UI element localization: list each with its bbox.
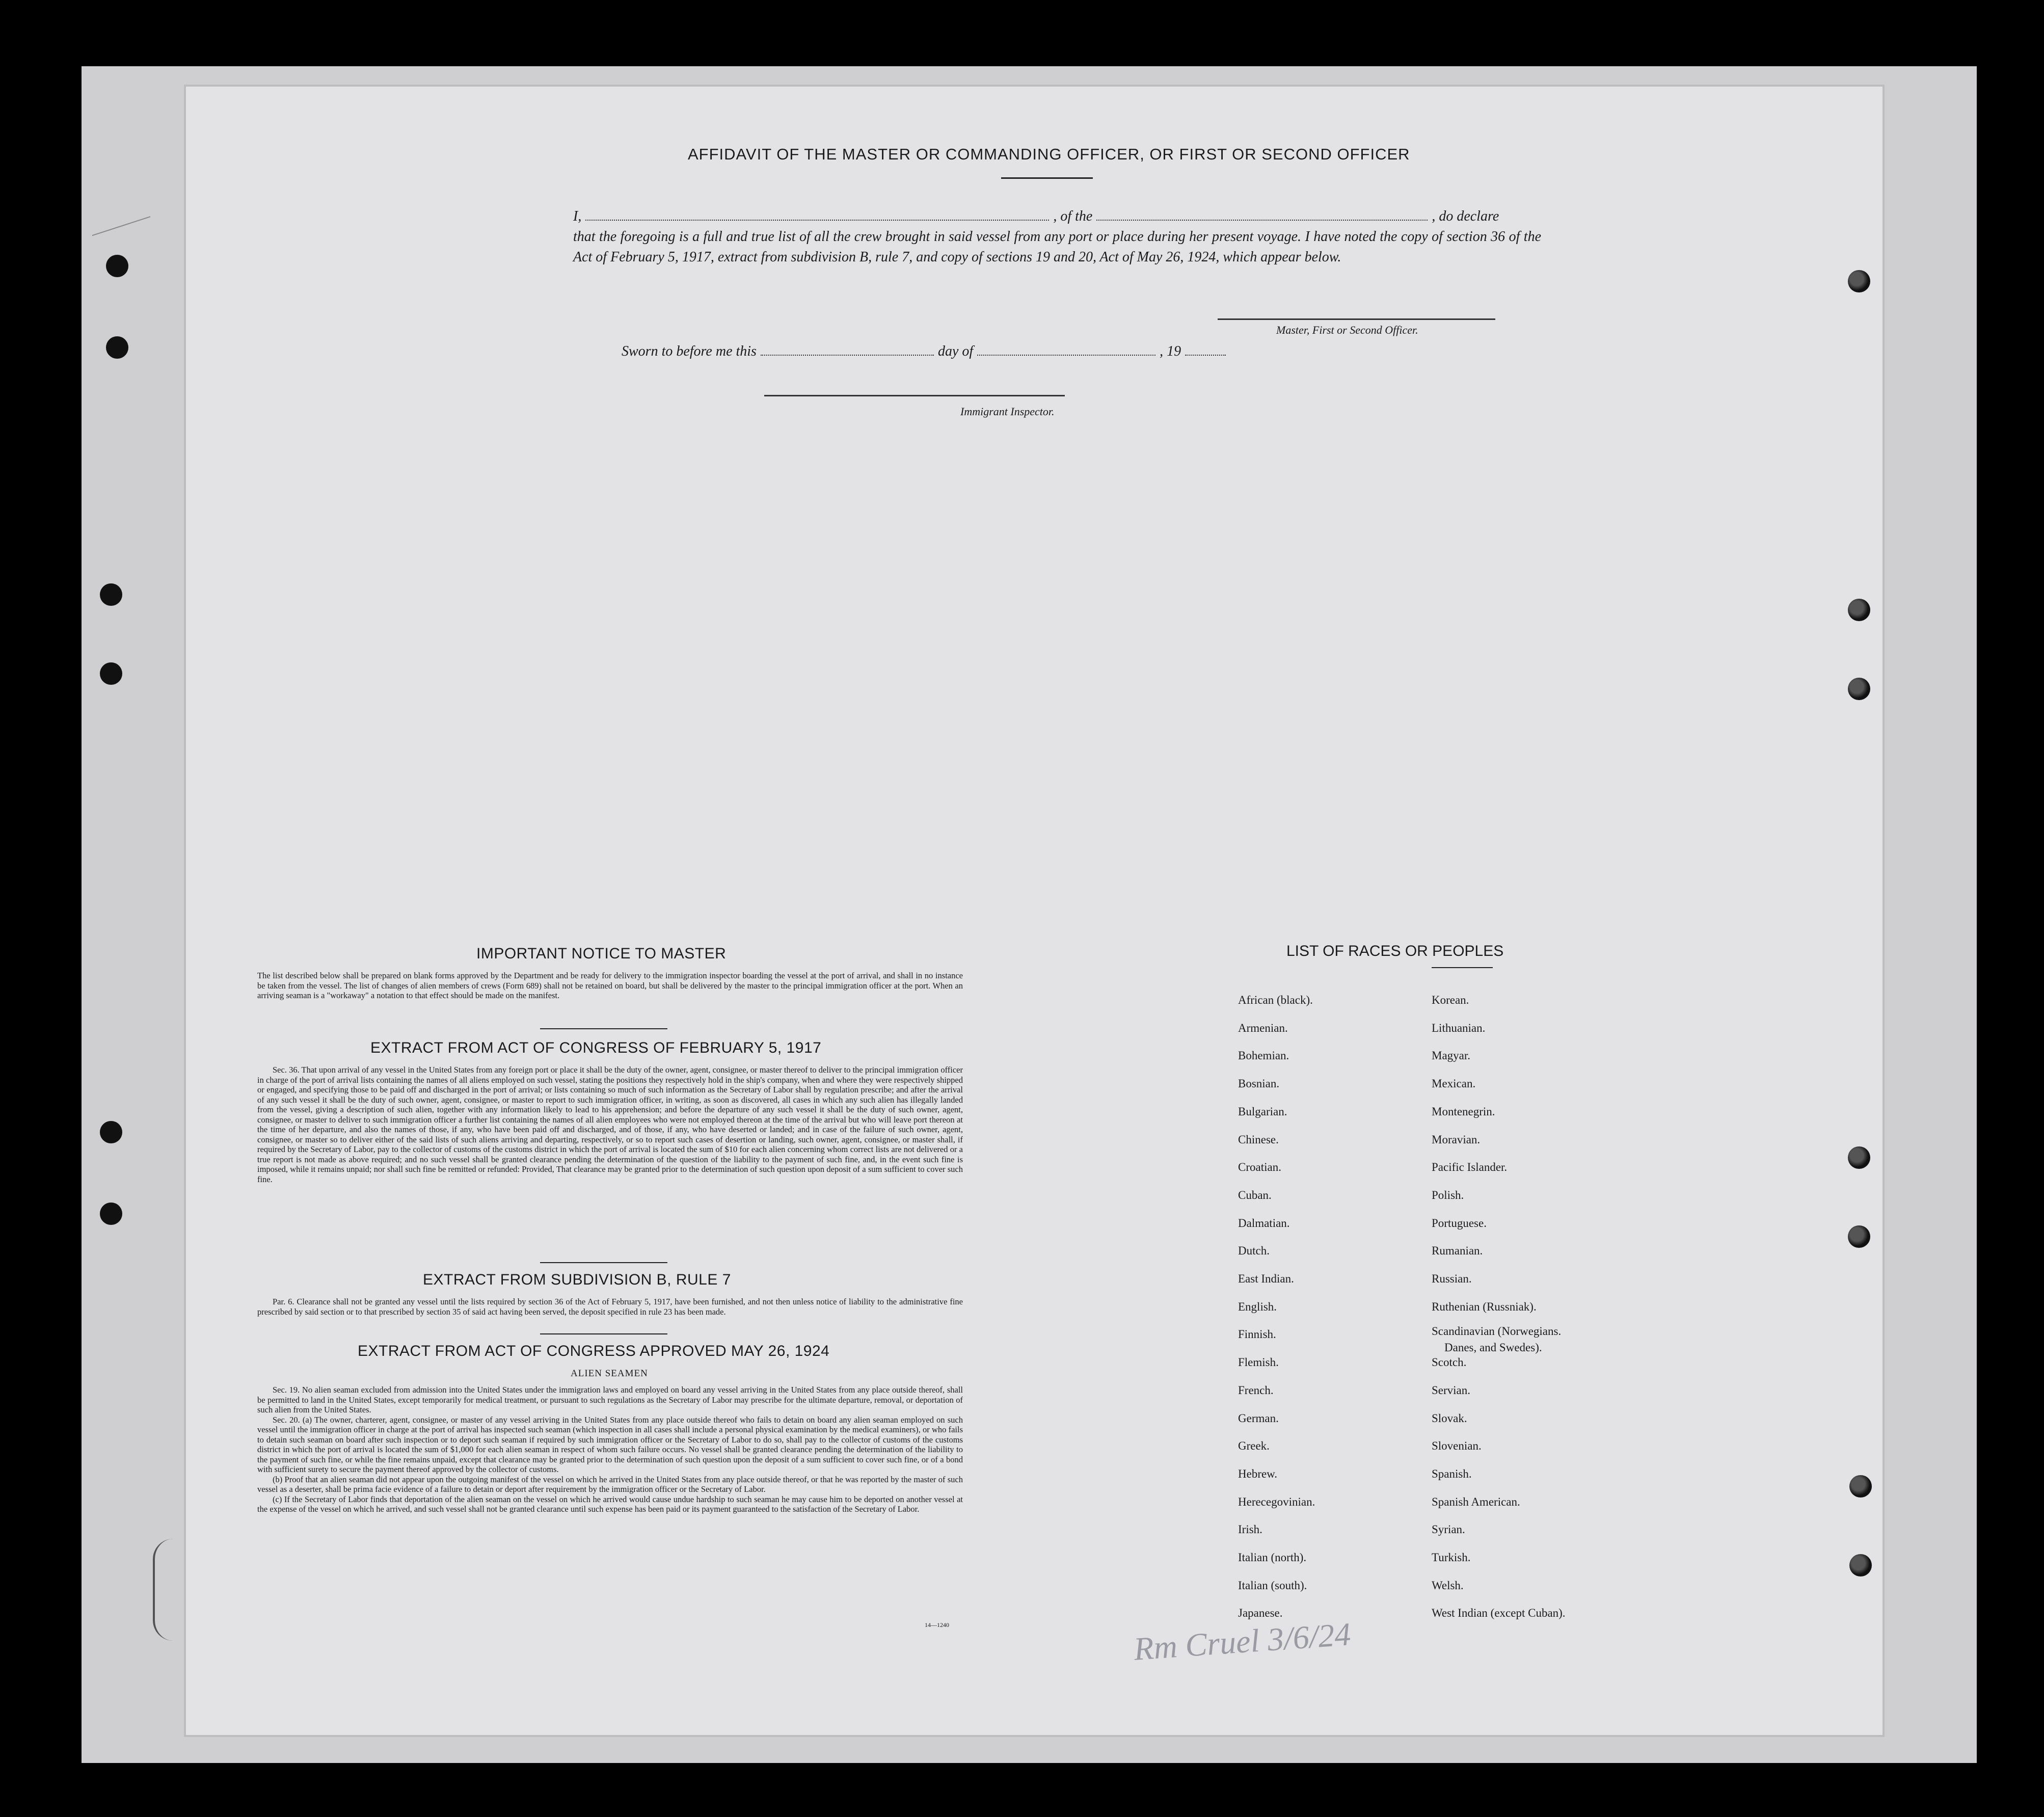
race-item: East Indian. — [1238, 1272, 1294, 1285]
punch-hole-icon — [1849, 1554, 1872, 1576]
declaration-i: I, — [573, 208, 582, 224]
race-item: Russian. — [1432, 1272, 1472, 1285]
race-item: Mexican. — [1432, 1077, 1476, 1090]
race-item: Japanese. — [1238, 1607, 1283, 1620]
race-item: African (black). — [1238, 994, 1313, 1006]
extract-1924-text: Sec. 19. No alien seaman excluded from admission into the United States under the immigration laws and employed on board any vessel arriving in the United States from any place outside thereof, shall be permitted to land in the United States, except temporarily for medical treatment, or pursuant to such regulations as the Secretary of Labor may prescribe for the ultimate departure, removal, or deportation of such alien from the United States. Sec. 20. (a) The owner, charterer, agent, consignee, or master of any vessel arriving in the United States from any place outside thereof who fails to detain on board any alien seaman employed on such vessel until the immigration officer in charge at the port of arrival has inspected such seaman (which inspection in all cases shall include a personal physical examination by the medical examiners), or who fails to detain such seaman on board after such inspection or to deport such seaman if required by such immigration officer or the Secretary of Labor to do so, shall pay to the collector of customs of the customs district in which the port of arrival is located the sum of $1,000 for each alien seaman in respect of whom such failure occurs. No vessel shall be granted clearance pending the determination of the liability to the payment of such fine, or while the fine remains unpaid, except that clearance may be granted prior to the determination of such question upon the deposit of a sum sufficient to cover such fine, or of a bond with sufficient surety to secure the payment thereof approved by the collector of customs. (b) Proof that an alien seaman did not appear upon the outgoing manifest of the vessel on which he arrived in the United States from any place outside thereof, or that he was reported by the master of such vessel as a deserter, shall be prima facie evidence of a failure to detain or deport after requirement by the immigration officer or the Secretary of Labor. (c) If the Secretary of Labor finds that deportation of the alien seaman on the vessel on which he arrived would cause undue hardship to such seaman he may cause him to be deported on another vessel at the expense of the vessel on which he arrived, and such vessel shall not be granted clearance until such expense has been paid or its payment guaranteed to the satisfaction of the Secretary of Labor. — [257, 1385, 963, 1514]
race-item: Irish. — [1238, 1523, 1262, 1536]
punch-hole-icon — [1849, 1475, 1872, 1498]
section-divider — [540, 1028, 667, 1029]
extract-1924-title: EXTRACT FROM ACT OF CONGRESS APPROVED MAY 26, 1924 — [358, 1343, 830, 1359]
race-item: Italian (south). — [1238, 1579, 1307, 1592]
punch-hole-icon — [1848, 599, 1870, 621]
punch-hole-icon — [100, 583, 122, 606]
race-item: Dutch. — [1238, 1244, 1270, 1258]
extract-1917-text: Sec. 36. That upon arrival of any vessel in the United States from any foreign port or place it shall be the duty of the owner, agent, consignee, or master thereof to deliver to the principal immigration officer in charge of the port of arrival lists containing the names of all aliens employed on such vessel, stating the positions they respectively hold in the ship's company, when and where they were respectively shipped or engaged, and specifying those to be paid off and discharged in the port of arrival; or lists containing so much of such information as the Secretary of Labor shall by regulation prescribe; and after the arrival of any such vessel it shall be the duty of such owner, agent, consignee, or master to report to such immigration officer, in writing, as soon as discovered, all cases in which any such alien has illegally landed from the vessel, giving a description of such alien, together with any information likely to lead to his apprehension; and before the departure of any such vessel it shall be the duty of such owner, agent, consignee, or master to deliver to such immigration officer a further list containing the names of all alien employees who were not employed thereon at the time of the arrival but who will leave port thereon at the time of her departure, and also the names of those, if any, who have been paid off and discharged, and of those, if any, who have deserted or landed; and in case of the failure of such owner, agent, consignee, or master so to deliver either of the said lists of such aliens arriving and departing, respectively, or so to report such cases of desertion or landing, such owner, agent, consignee, or master shall, if required by the Secretary of Labor, pay to the collector of customs of the customs district in which the port of arrival is located the sum of $10 for each alien concerning whom correct lists are not delivered or a true report is not made as above required; and no such vessel shall be granted clearance pending the determination of the question of the liability to the payment of such fine, and, in the event such fine is imposed, while it remains unpaid; nor shall such fine be remitted or refunded: Provided, That clearance may be granted prior to the determination of such question upon deposit of a sum sufficient to cover such fine. — [257, 1065, 963, 1184]
race-item: Pacific Islander. — [1432, 1161, 1508, 1174]
race-item: Servian. — [1432, 1383, 1471, 1397]
sworn-prefix: Sworn to before me this — [622, 343, 757, 359]
sworn-month-blank[interactable] — [977, 341, 1155, 356]
race-item: Hebrew. — [1238, 1467, 1278, 1480]
punch-hole-icon — [100, 1121, 122, 1143]
declaration-declare: , do declare — [1432, 208, 1499, 224]
race-item: Lithuanian. — [1432, 1021, 1486, 1034]
punch-hole-icon — [1848, 678, 1870, 700]
rule-7-title: EXTRACT FROM SUBDIVISION B, RULE 7 — [423, 1271, 731, 1288]
race-item: Portuguese. — [1432, 1216, 1487, 1230]
affidavit-page — [186, 87, 1882, 1735]
race-item: Rumanian. — [1432, 1244, 1483, 1258]
master-signature-line[interactable] — [1218, 318, 1495, 320]
race-item: Bosnian. — [1238, 1077, 1280, 1090]
race-item: Spanish American. — [1432, 1495, 1520, 1508]
race-item: Slovenian. — [1432, 1439, 1482, 1453]
pencil-notation: Rm Cruel 3/6/24 — [1133, 1616, 1352, 1667]
races-title-underline — [1432, 967, 1493, 968]
race-item: Croatian. — [1238, 1161, 1281, 1174]
affidavit-declaration — [573, 206, 1541, 268]
punch-hole-icon — [1848, 270, 1870, 292]
section-divider — [540, 1262, 667, 1263]
master-caption: Master, First or Second Officer. — [1276, 324, 1418, 336]
declaration-body: that the foregoing is a full and true list of all the crew brought in said vessel from any port or place during her present voyage. I have noted the copy of section 36 of the Act of February 5, 1917, extract from subdivision B, rule 7, and copy of sections 19 and 20, Act of May 26, 1924, which appear below. — [573, 229, 1541, 265]
race-item: Moravian. — [1432, 1133, 1481, 1146]
race-item: Flemish. — [1238, 1356, 1279, 1369]
race-item: Bohemian. — [1238, 1049, 1289, 1062]
punch-hole-icon — [106, 336, 128, 359]
race-item: German. — [1238, 1411, 1279, 1425]
race-item: Spanish. — [1432, 1467, 1472, 1480]
declaration-of-the: , of the — [1053, 208, 1093, 224]
vessel-name-blank[interactable] — [1096, 206, 1428, 221]
race-item: Greek. — [1238, 1439, 1270, 1453]
race-item: Welsh. — [1432, 1579, 1464, 1592]
punch-hole-icon — [100, 1203, 122, 1225]
race-item: Turkish. — [1432, 1551, 1471, 1564]
title-underline — [1001, 177, 1093, 179]
declaration-first-line — [573, 206, 1541, 227]
race-item: Magyar. — [1432, 1049, 1471, 1062]
race-item: Scandinavian (Norwegians. — [1432, 1325, 1562, 1338]
inspector-signature-line[interactable] — [764, 395, 1065, 396]
race-item: Korean. — [1432, 994, 1469, 1006]
punch-hole-icon — [1848, 1146, 1870, 1169]
form-number: 14—1240 — [925, 1621, 949, 1628]
race-item: Italian (north). — [1238, 1551, 1307, 1564]
race-item: Polish. — [1432, 1188, 1464, 1201]
race-item: Ruthenian (Russniak). — [1432, 1300, 1537, 1313]
race-item: Dalmatian. — [1238, 1216, 1290, 1230]
race-item: West Indian (except Cuban). — [1432, 1607, 1566, 1620]
extract-1917-title: EXTRACT FROM ACT OF CONGRESS OF FEBRUARY 5, 1917 — [370, 1039, 822, 1056]
race-item: Cuban. — [1238, 1188, 1272, 1201]
race-item: Bulgarian. — [1238, 1105, 1287, 1118]
race-item: Chinese. — [1238, 1133, 1279, 1146]
sworn-year: , 19 — [1160, 343, 1181, 359]
race-item: Scotch. — [1432, 1356, 1467, 1369]
sworn-day-of: day of — [937, 343, 974, 359]
sworn-year-blank[interactable] — [1185, 341, 1226, 356]
race-item: Syrian. — [1432, 1523, 1465, 1536]
pencil-mark — [153, 1539, 196, 1641]
notice-text: The list described below shall be prepared on blank forms approved by the Department and be ready for delivery to the immigration inspector boarding the vessel at the port of arrival, and shall in no instance be taken from the vessel. The list of changes of alien members of crews (Form 689) shall not be retained on board, but shall be delivered by the master to the principal immigration officer at the port. When an arriving seaman is a "workaway" a notation to that effect should be made on the manifest. — [257, 971, 963, 1000]
sworn-date-blank[interactable] — [761, 341, 934, 356]
race-item: Slovak. — [1432, 1411, 1467, 1425]
punch-hole-icon — [100, 662, 122, 685]
punch-hole-icon — [1848, 1225, 1870, 1248]
race-item: Montenegrin. — [1432, 1105, 1495, 1118]
race-item: Finnish. — [1238, 1328, 1276, 1341]
alien-seamen-subtitle: ALIEN SEAMEN — [571, 1368, 648, 1379]
race-item: Danes, and Swedes). — [1444, 1341, 1542, 1354]
notice-title: IMPORTANT NOTICE TO MASTER — [476, 945, 727, 962]
section-divider — [540, 1333, 667, 1334]
rule-7-text: Par. 6. Clearance shall not be granted any vessel until the lists required by section 36 of the Act of February 5, 1917, have been furnished, and not then unless notice of liability to the administrative fine prescribed by said section or to that prescribed by section 35 of said act having been served, the deposit specified in rule 23 has been made. — [257, 1297, 963, 1317]
race-item: Herecegovinian. — [1238, 1495, 1315, 1508]
race-item: French. — [1238, 1383, 1274, 1397]
affidavit-title: AFFIDAVIT OF THE MASTER OR COMMANDING OFFICER, OR FIRST OR SECOND OFFICER — [688, 145, 1410, 163]
race-item: Armenian. — [1238, 1021, 1288, 1034]
race-item: English. — [1238, 1300, 1277, 1313]
races-title: LIST OF RACES OR PEOPLES — [1286, 943, 1504, 959]
sworn-line — [622, 341, 1226, 360]
inspector-caption: Immigrant Inspector. — [960, 405, 1055, 418]
declarant-name-blank[interactable] — [585, 206, 1049, 221]
